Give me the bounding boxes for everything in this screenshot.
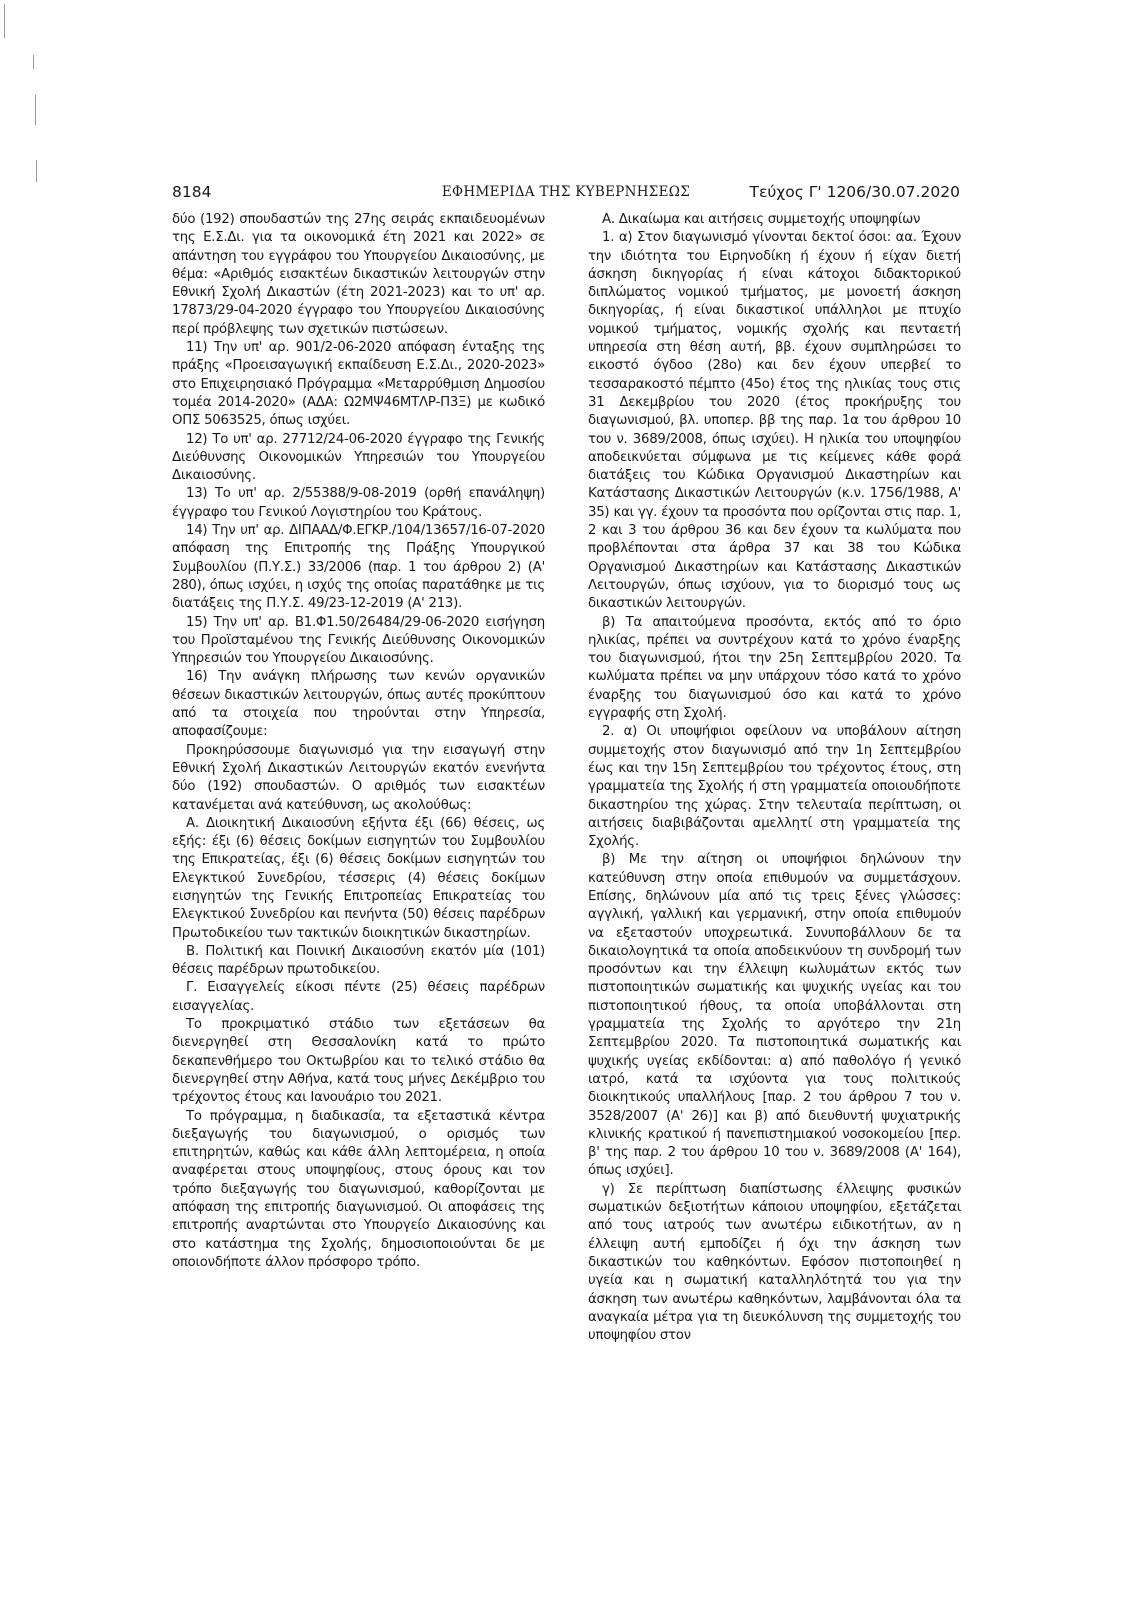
paragraph: Α. Διοικητική Δικαιοσύνη εξήντα έξι (66) θέσεις, ως εξής: έξι (6) θέσεις δοκίμων εισηγητών του Συμβουλίου της Επικρατείας, έξι (6) θέσεις δοκίμων εισηγητών του Ελεγκτικού Συνεδρίου, τέσσερις (4) θέσεις δοκίμων εισηγητών της Γενικής Επιτροπείας Επικρατείας του Ελεγκτικού Συνεδρίου και πενήντα (50) θέσεις παρέδρων Πρωτοδικείου των τακτικών διοικητικών δικαστηρίων. xyxy=(172,815,545,941)
scan-edge-mark xyxy=(36,160,37,182)
paragraph: Γ. Εισαγγελείς είκοσι πέντε (25) θέσεις παρέδρων εισαγγελίας. xyxy=(172,980,545,1014)
paragraph: β) Με την αίτηση οι υποψήφιοι δηλώνουν την κατεύθυνση στην οποία επιθυμούν να συμμετάσχουν. Επίσης, δηλώνουν μία από τις τρεις ξένες γλώσσες: αγγλική, γαλλική και γερμανική, στην οποία επιθυμούν να εξεταστούν υποχρεωτικά. Συνυποβάλλουν δε τα δικαιολογητικά τα οποία αποδεικνύουν τη συνδρομή των προσόντων και την έλλειψη κωλυμάτων εκτός των πιστοποιητικών σωματικής και ψυχικής υγείας και του πιστοποιητικού ήθους, τα οποία υποβάλλονται στη γραμματεία της Σχολής το αργότερο την 21η Σεπτεμβρίου 2020. Τα πιστοποιητικά σωματικής και ψυχικής υγείας εκδίδονται: α) από παθολόγο ή γενικό ιατρό, κατά τα ισχύοντα για τους πολιτικούς διοικητικούς υπαλλήλους [παρ. 2 του άρθρου 7 του ν. 3528/2007 (Α' 26)] και β) από διευθυντή ψυχιατρικής κλινικής κρατικού ή πανεπιστημιακού νοσοκομείου [περ. β' της παρ. 2 του άρθρου 10 του ν. 3689/2008 (Α' 164), όπως ισχύει]. xyxy=(588,852,961,1179)
paragraph: 16) Την ανάγκη πλήρωσης των κενών οργανικών θέσεων δικαστικών λειτουργών, όπως αυτές προκύπτουν από τα στοιχεία που τηρούνται στην Υπηρεσία, αποφασίζουμε: xyxy=(172,669,545,740)
scan-edge-mark xyxy=(35,95,36,125)
paragraph: Προκηρύσσουμε διαγωνισμό για την εισαγωγή στην Εθνική Σχολή Δικαστικών Λειτουργών εκατόν ενενήντα δύο (192) σπουδαστών. Ο αριθμός των εισακτέων κατανέμεται ανά κατεύθυνση, ως ακολούθως: xyxy=(172,742,545,813)
paragraph: 1. α) Στον διαγωνισμό γίνονται δεκτοί όσοι: αα. Έχουν την ιδιότητα του Ειρηνοδίκη ή έχουν ή είχαν διετή άσκηση δικηγορίας ή είναι κάτοχοι διδακτορικού διπλώματος νομικού τμήματος, με μονοετή άσκηση δικηγορίας, ή είναι δικαστικοί υπάλληλοι με πτυχίο νομικού τμήματος, νομικής σχολής και πενταετή υπηρεσία στη θέση αυτή, ββ. έχουν συμπληρώσει το εικοστό όγδοο (28ο) και δεν έχουν υπερβεί το τεσσαρακοστό πέμπτο (45ο) έτος της ηλικίας τους στις 31 Δεκεμβρίου του 2020 (έτος προκήρυξης του διαγωνισμού, βλ. υποπερ. ββ της παρ. 1α του άρθρου 10 του ν. 3689/2008, όπως ισχύει). Η ηλικία του υποψηφίου αποδεικνύεται σύμφωνα με τις κείμενες κάθε φορά διατάξεις του Κώδικα Οργανισμού Δικαστηρίων και Κατάστασης Δικαστικών Λειτουργών (κ.ν. 1756/1988, Α' 35) και γγ. έχουν τα προσόντα που ορίζονται στις παρ. 1, 2 και 3 του άρθρου 36 και δεν έχουν τα κωλύματα που προβλέπονται στα άρθρα 37 και 38 του Κώδικα Οργανισμού Δικαστηρίων και Κατάστασης Δικαστικών Λειτουργών, όπως ισχύουν, για το διορισμό τους ως δικαστικών λειτουργών. xyxy=(588,230,961,612)
scan-edge-mark xyxy=(33,55,34,69)
paragraph: β) Τα απαιτούμενα προσόντα, εκτός από το όριο ηλικίας, πρέπει να συντρέχουν κατά το χρόνο έναρξης του διαγωνισμού, ήτοι την 25η Σεπτεμβρίου 2020. Τα κωλύματα πρέπει να μην υπάρχουν τόσο κατά το χρόνο έναρξης του διαγωνισμού όσο και κατά το χρόνο εγγραφής στη Σχολή. xyxy=(588,614,961,722)
paragraph: 12) Το υπ' αρ. 27712/24-06-2020 έγγραφο της Γενικής Διεύθυνσης Οικονομικών Υπηρεσιών του Υπουργείου Δικαιοσύνης. xyxy=(172,431,545,484)
right-column xyxy=(588,211,961,1345)
journal-title: ΕΦΗΜΕΡΙΔΑ ΤΗΣ ΚΥΒΕΡΝΗΣΕΩΣ xyxy=(441,184,691,200)
paragraph: δύο (192) σπουδαστών της 27ης σειράς εκπαιδευομένων της Ε.Σ.Δι. για τα οικονομικά έτη 2021 και 2022» σε απάντηση του εγγράφου του Υπουργείου Δικαιοσύνης, με θέμα: «Αριθμός εισακτέων δικαστικών λειτουργών στην Εθνική Σχολή Δικαστών (έτη 2021-2023) και το υπ' αρ. 17873/29-04-2020 έγγραφο του Υπουργείου Δικαιοσύνης περί πρόβλεψης των σχετικών πιστώσεων. xyxy=(172,212,545,337)
paragraph: γ) Σε περίπτωση διαπίστωσης έλλειψης φυσικών σωματικών δεξιοτήτων κάποιου υποψηφίου, εξετάζεται από τους ιατρούς των ανωτέρω ειδικοτήτων, αν η έλλειψη αυτή εμποδίζει ή όχι την άσκηση των δικαστικών του καθηκόντων. Εφόσον πιστοποιηθεί η υγεία και η σωματική καταλληλότητά του για την άσκηση των ανωτέρω καθηκόντων, λαμβάνονται όλα τα αναγκαία μέτρα για τη διευκόλυνση της συμμετοχής του υποψηφίου στον xyxy=(588,1181,961,1344)
page-number: 8184 xyxy=(172,183,212,201)
paragraph: 13) Το υπ' αρ. 2/55388/9-08-2019 (ορθή επανάληψη) έγγραφο του Γενικού Λογιστηρίου του Κράτους. xyxy=(172,486,545,520)
paragraph: 11) Την υπ' αρ. 901/2-06-2020 απόφαση ένταξης της πράξης «Προεισαγωγική εκπαίδευση Ε.Σ.Δι., 2020-2023» στο Επιχειρησιακό Πρόγραμμα «Μεταρρύθμιση Δημοσίου τομέα 2014-2020» (ΑΔΑ: Ω2ΜΨ46ΜΤΛΡ-Π3Ξ) με κωδικό ΟΠΣ 5063525, όπως ισχύει. xyxy=(172,340,545,429)
paragraph: Το προκριματικό στάδιο των εξετάσεων θα διενεργηθεί στη Θεσσαλονίκη κατά το πρώτο δεκαπενθήμερο του Οκτωβρίου και το τελικό στάδιο θα διενεργηθεί στην Αθήνα, κατά τους μήνες Δεκέμβριο του τρέχοντος έτους και Ιανουάριο του 2021. xyxy=(172,1017,545,1106)
left-column xyxy=(172,211,545,1272)
issue-reference: Τεύχος Γ' 1206/30.07.2020 xyxy=(749,183,960,201)
paragraph: 15) Την υπ' αρ. Β1.Φ1.50/26484/29-06-2020 εισήγηση του Προϊσταμένου της Γενικής Διεύθυνσης Οικονομικών Υπηρεσιών του Υπουργείου Δικαιοσύνης. xyxy=(172,614,545,667)
paragraph: 14) Την υπ' αρ. ΔΙΠΑΑΔ/Φ.ΕΓΚΡ./104/13657/16-07-2020 απόφαση της Επιτροπής της Πράξης Υπουργικού Συμβουλίου (Π.Υ.Σ.) 33/2006 (παρ. 1 του άρθρου 2) (Α' 280), όπως ισχύει, η ισχύς της οποίας παρατάθηκε με τις διατάξεις της Π.Υ.Σ. 49/23-12-2019 (Α' 213). xyxy=(172,523,545,612)
paragraph: Β. Πολιτική και Ποινική Δικαιοσύνη εκατόν μία (101) θέσεις παρέδρων πρωτοδικείου. xyxy=(172,943,545,978)
paragraph: Το πρόγραμμα, η διαδικασία, τα εξεταστικά κέντρα διεξαγωγής του διαγωνισμού, ο ορισμός των επιτηρητών, καθώς και κάθε άλλη λεπτομέρεια, η οποία αναφέρεται στους υποψηφίους, στους όρους και τον τρόπο διεξαγωγής του διαγωνισμού, καθορίζονται με απόφαση της επιτροπής διαγωνισμού. Οι αποφάσεις της επιτροπής αναρτώνται στο Υπουργείο Δικαιοσύνης και στο κατάστημα της Σχολής, δημοσιοποιούνται δε με οποιονδήποτε άλλον πρόσφορο τρόπο. xyxy=(172,1108,545,1270)
page-header xyxy=(172,183,960,207)
paragraph: 2. α) Οι υποψήφιοι οφείλουν να υποβάλουν αίτηση συμμετοχής στον διαγωνισμό από την 1η Σεπτεμβρίου έως και την 15η Σεπτεμβρίου του τρέχοντος έτους, στη γραμματεία της Σχολής ή στη γραμματεία οποιουδήποτε δικαστηρίου της χώρας. Στην τελευταία περίπτωση, οι αιτήσεις διαβιβάζονται αμελλητί στη γραμματεία της Σχολής. xyxy=(588,724,961,850)
section-heading: Α. Δικαίωμα και αιτήσεις συμμετοχής υποψηφίων xyxy=(602,212,921,227)
scan-edge-mark xyxy=(4,4,5,38)
